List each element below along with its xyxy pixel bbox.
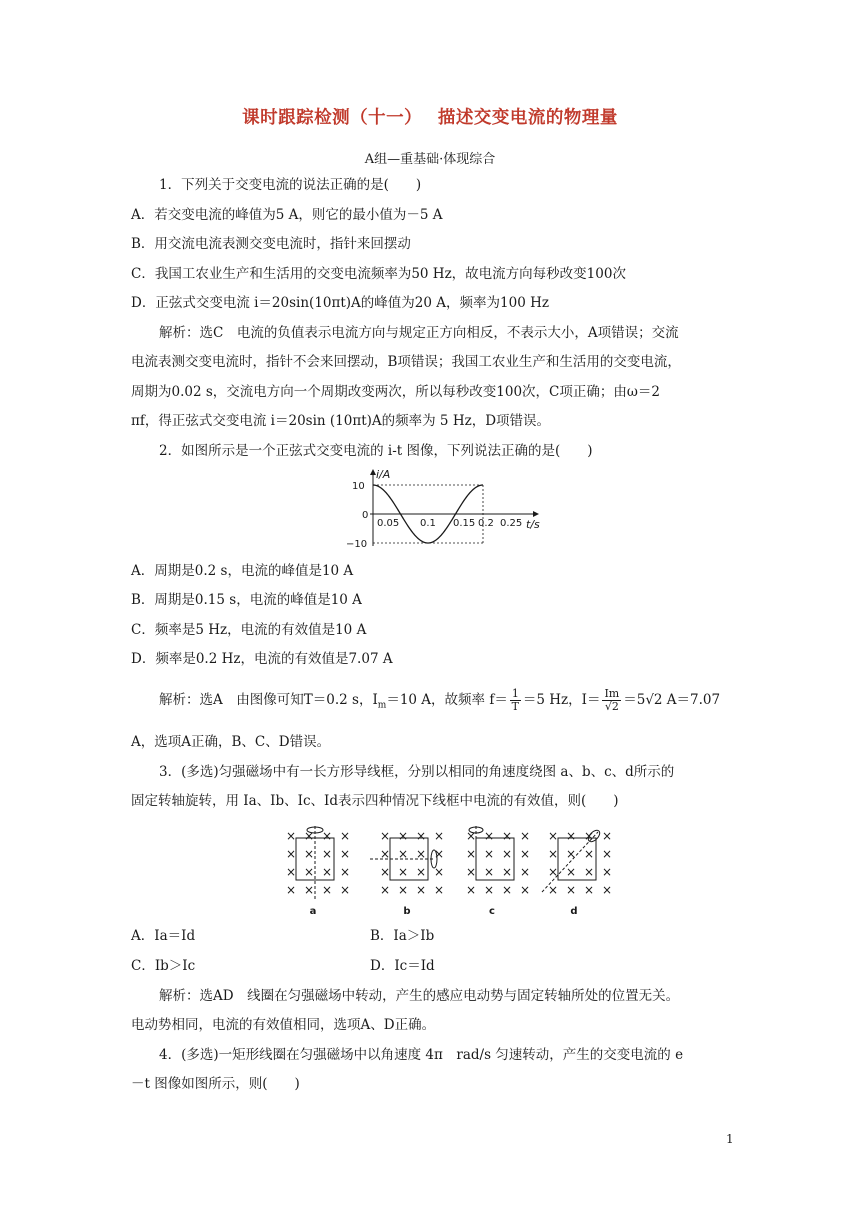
field-cross: × [484, 847, 495, 861]
q2-option-d: D．频率是0.2 Hz，电流的有效值是7.07 A [131, 651, 393, 667]
field-cross: × [416, 865, 427, 879]
field-cross: × [466, 865, 477, 879]
q3-stem: 固定转轴旋转，用 Ia、Ib、Ic、Id表示四种情况下线框中电流的有效值，则( ) [131, 793, 619, 809]
page-number: 1 [726, 1132, 734, 1146]
field-cross: × [398, 847, 409, 861]
field-cross: × [434, 847, 445, 861]
field-cross: × [322, 883, 333, 897]
field-cross: × [286, 847, 297, 861]
field-cross: × [416, 829, 427, 843]
field-cross: × [602, 829, 613, 843]
q1-analysis-line: πf，得正弦式交变电流 i＝20sin (10πt)A的频率为 5 Hz，D项错误。 [131, 413, 551, 429]
field-cross: × [602, 883, 613, 897]
q3-option-a: A．Ia＝Id [131, 928, 196, 944]
field-cross: × [548, 847, 559, 861]
y-tick-label: 10 [352, 481, 365, 492]
field-cross: × [416, 883, 427, 897]
figure-label-b: b [403, 906, 411, 917]
y-axis-label: i/A [376, 468, 391, 481]
q1-option-d: D．正弦式交变电流 i＝20sin(10πt)A的峰值为20 A，频率为100 Hz [131, 295, 549, 311]
q1-analysis-line: 解析：选C 电流的负值表示电流方向与规定正方向相反，不表示大小，A项错误；交流 [159, 325, 679, 341]
page-title: 课时跟踪检测（十一） 描述交变电流的物理量 [242, 108, 618, 128]
field-cross: × [548, 883, 559, 897]
field-cross: × [434, 865, 445, 879]
field-cross: × [520, 847, 531, 861]
field-cross: × [520, 883, 531, 897]
field-cross: × [466, 847, 477, 861]
q3-option-b: B．Ia＞Ib [370, 928, 435, 944]
x-tick-label: 0.05 [377, 518, 400, 529]
x-tick-label: 0.1 [420, 518, 436, 529]
field-cross: × [502, 847, 513, 861]
figure-label-d: d [570, 906, 578, 917]
q1-option-b: B．用交流电流表测交变电流时，指针来回摆动 [131, 236, 411, 252]
field-cross: × [502, 829, 513, 843]
section-subtitle: A组—重基础·体现综合 [364, 152, 496, 167]
q3-option-d: D．Ic＝Id [370, 958, 435, 974]
field-cross: × [466, 829, 477, 843]
y-tick-label: −10 [346, 539, 368, 550]
q1-option-c: C．我国工农业生产和生活用的交变电流频率为50 Hz，故电流方向每秒改变100次 [131, 266, 626, 282]
x-tick-label: 0.25 [500, 518, 523, 529]
field-cross: × [548, 829, 559, 843]
field-cross: × [286, 865, 297, 879]
field-cross: × [584, 883, 595, 897]
q2-analysis-line: A，选项A正确，B、C、D错误。 [131, 734, 331, 750]
field-cross: × [340, 847, 351, 861]
field-cross: × [584, 865, 595, 879]
q1-option-a: A．若交变电流的峰值为5 A，则它的最小值为－5 A [131, 207, 443, 223]
field-cross: × [602, 865, 613, 879]
field-cross: × [548, 865, 559, 879]
field-cross: × [304, 883, 315, 897]
q1-analysis-line: 电流表测交变电流时，指针不会来回摆动，B项错误；我国工农业生产和生活用的交变电流， [131, 354, 681, 370]
field-cross: × [520, 865, 531, 879]
field-cross: × [380, 829, 391, 843]
field-cross: × [584, 847, 595, 861]
field-cross: × [484, 829, 495, 843]
field-cross: × [322, 865, 333, 879]
field-cross: × [602, 847, 613, 861]
field-cross: × [398, 829, 409, 843]
q3-option-c: C．Ib＞Ic [131, 958, 196, 974]
q1-stem: 1．下列关于交变电流的说法正确的是( ) [159, 177, 422, 193]
field-cross: × [566, 883, 577, 897]
field-cross: × [566, 865, 577, 879]
field-cross: × [304, 847, 315, 861]
field-cross: × [466, 883, 477, 897]
field-cross: × [286, 883, 297, 897]
field-cross: × [566, 829, 577, 843]
q1-analysis-line: 周期为0.02 s，交流电方向一个周期改变两次，所以每秒改变100次，C项正确；由ω＝2 [131, 384, 660, 400]
q2-option-b: B．周期是0.15 s，电流的峰值是10 A [131, 592, 362, 608]
field-cross: × [434, 829, 445, 843]
field-cross: × [398, 883, 409, 897]
q2-analysis-line: 解析：选A 由图像可知T＝0.2 s，$I_m=10$ A，故频率 f＝ $\frac{1}{T}$ ＝5 Hz，I＝ $\frac{Im}{√2}$ ＝5√2 A＝7.07 [159, 687, 721, 713]
field-cross: × [520, 829, 531, 843]
y-tick-label: 0 [362, 510, 369, 521]
field-cross: × [434, 883, 445, 897]
x-axis-label: t/s [526, 518, 540, 531]
field-cross: × [502, 883, 513, 897]
field-cross: × [380, 865, 391, 879]
field-cross: × [322, 829, 333, 843]
field-cross: × [484, 883, 495, 897]
q3-figure [280, 822, 613, 918]
figure-label-a: a [309, 906, 317, 917]
field-cross: × [398, 865, 409, 879]
q2-stem: 2．如图所示是一个正弦式交变电流的 i-t 图像，下列说法正确的是( ) [159, 443, 593, 459]
field-cross: × [502, 865, 513, 879]
field-cross: × [286, 829, 297, 843]
field-cross: × [584, 829, 595, 843]
field-cross: × [380, 847, 391, 861]
field-cross: × [304, 829, 315, 843]
x-tick-label: 0.15 [453, 518, 476, 529]
q3-analysis-line: 电动势相同，电流的有效值相同，选项A、D正确。 [131, 1017, 436, 1033]
q2-option-c: C．频率是5 Hz，电流的有效值是10 A [131, 622, 367, 638]
figure-label-c: c [489, 906, 495, 917]
field-cross: × [566, 847, 577, 861]
q3-analysis-line: 解析：选AD 线圈在匀强磁场中转动，产生的感应电动势与固定转轴所处的位置无关。 [159, 988, 680, 1004]
field-cross: × [340, 865, 351, 879]
field-cross: × [484, 865, 495, 879]
field-cross: × [304, 865, 315, 879]
field-cross: × [340, 883, 351, 897]
field-cross: × [416, 847, 427, 861]
field-cross: × [322, 847, 333, 861]
field-cross: × [340, 829, 351, 843]
q4-stem: －t 图像如图所示，则( ) [131, 1076, 300, 1092]
q2-it-graph [340, 466, 550, 552]
field-cross: × [380, 883, 391, 897]
x-tick-label: 0.2 [478, 518, 494, 529]
q2-option-a: A．周期是0.2 s，电流的峰值是10 A [131, 563, 354, 579]
q3-stem: 3．(多选)匀强磁场中有一长方形导线框，分别以相同的角速度绕图 a、b、c、d所示的 [159, 764, 675, 780]
q4-stem: 4．(多选)一矩形线圈在匀强磁场中以角速度 4π rad/s 匀速转动，产生的交变电流的 e [159, 1047, 684, 1063]
